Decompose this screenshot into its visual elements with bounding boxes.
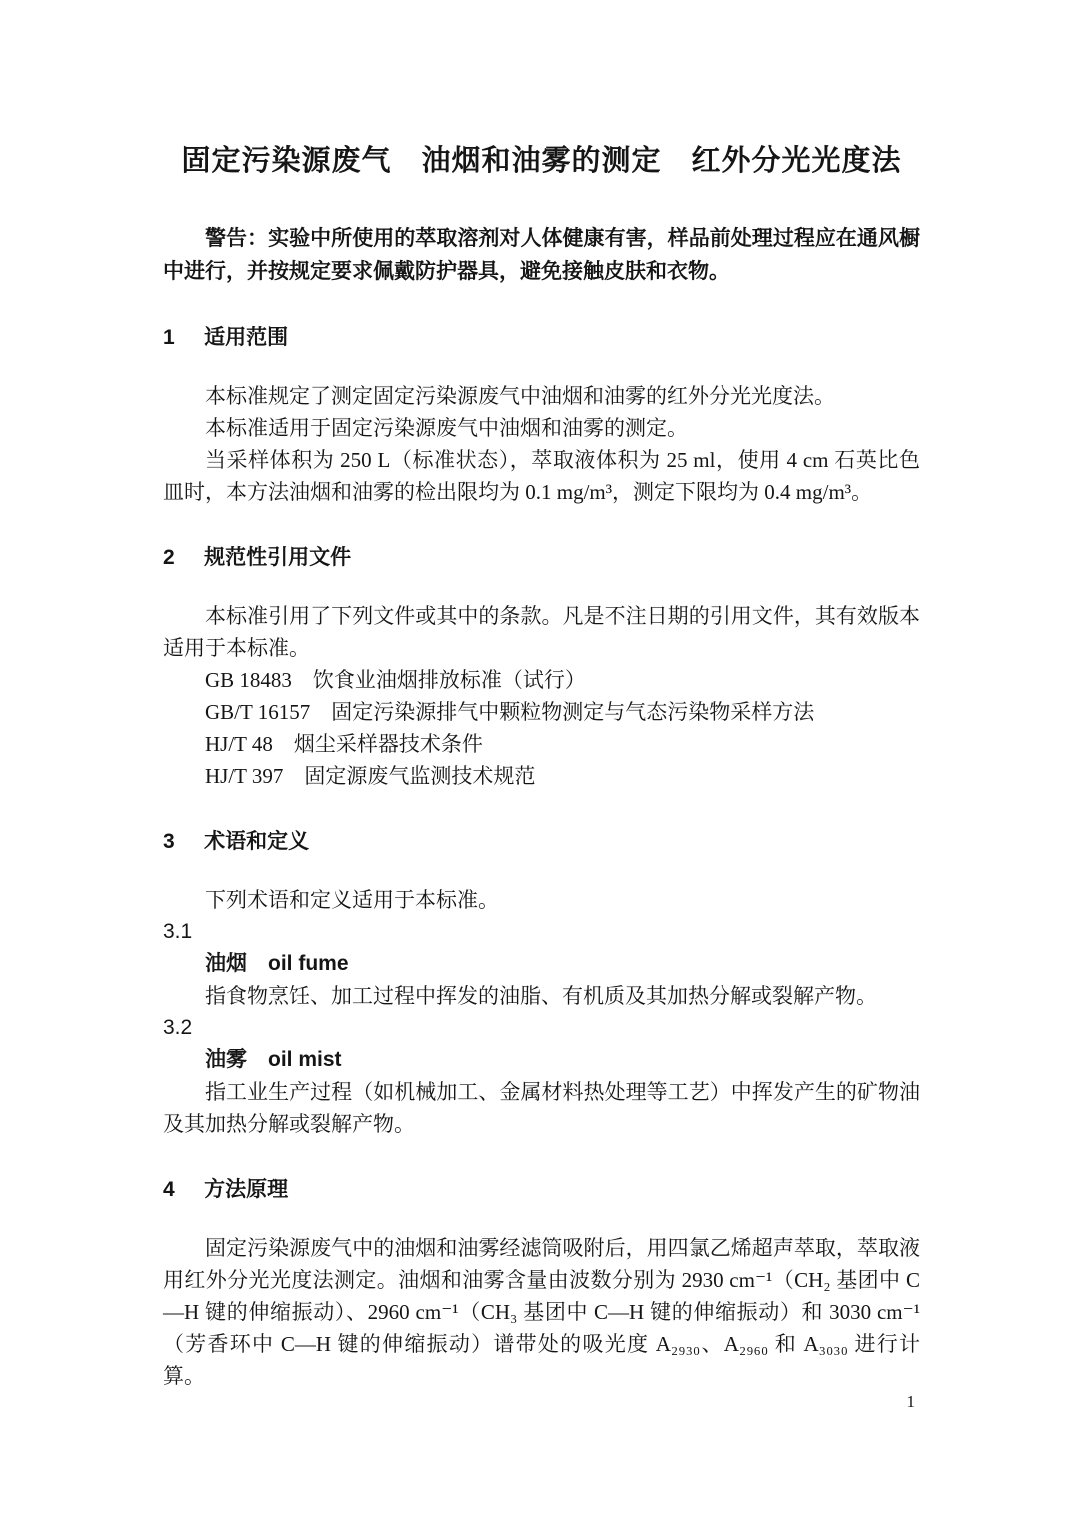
section-terms-definitions	[163, 826, 920, 1140]
term-number: 3.2	[163, 1016, 193, 1039]
section-4-heading	[163, 1174, 920, 1206]
section-4-title: 方法原理	[204, 1178, 289, 1201]
section-1-title: 适用范围	[204, 326, 289, 349]
paragraph: 本标准规定了测定固定污染源废气中油烟和油雾的红外分光光度法。	[205, 384, 835, 408]
term-definition: 指食物烹饪、加工过程中挥发的油脂、有机质及其加热分解或裂解产物。	[205, 984, 877, 1008]
section-2-number: 2	[163, 546, 175, 569]
reference-item: HJ/T 397 固定源废气监测技术规范	[205, 764, 536, 788]
section-normative-references	[163, 542, 920, 792]
section-2-heading	[163, 542, 920, 574]
section-4-number: 4	[163, 1178, 175, 1201]
section-1-number: 1	[163, 326, 175, 349]
paragraph: 当采样体积为 250 L（标准状态），萃取液体积为 25 ml，使用 4 cm 石英比色皿时，本方法油烟和油雾的检出限均为 0.1 mg/m³，测定下限均为 0.4 mg/m³。	[163, 448, 920, 504]
paragraph: 本标准引用了下列文件或其中的条款。凡是不注日期的引用文件，其有效版本适用于本标准。	[163, 604, 920, 660]
paragraph: 本标准适用于固定污染源废气中油烟和油雾的测定。	[205, 416, 688, 440]
term-definition: 指工业生产过程（如机械加工、金属材料热处理等工艺）中挥发产生的矿物油及其加热分解或裂解产物。	[163, 1080, 920, 1136]
reference-item: GB 18483 饮食业油烟排放标准（试行）	[205, 668, 586, 692]
section-scope	[163, 322, 920, 508]
section-method-principle	[163, 1174, 920, 1392]
page-number: 1	[906, 1392, 915, 1411]
term-name: 油烟 oil fume	[205, 952, 349, 975]
term-number: 3.1	[163, 920, 193, 943]
term-name: 油雾 oil mist	[205, 1048, 342, 1071]
section-3-number: 3	[163, 830, 175, 853]
reference-item: GB/T 16157 固定污染源排气中颗粒物测定与气态污染物采样方法	[205, 700, 815, 724]
section-3-title: 术语和定义	[204, 830, 310, 853]
warning-paragraph: 警告：实验中所使用的萃取溶剂对人体健康有害，样品前处理过程应在通风橱中进行，并按规定要求佩戴防护器具，避免接触皮肤和衣物。	[163, 227, 920, 283]
reference-item: HJ/T 48 烟尘采样器技术条件	[205, 732, 483, 756]
paragraph: 下列术语和定义适用于本标准。	[205, 888, 499, 912]
section-1-heading	[163, 322, 920, 354]
section-2-title: 规范性引用文件	[204, 546, 352, 569]
paragraph: 固定污染源废气中的油烟和油雾经滤筒吸附后，用四氯乙烯超声萃取，萃取液用红外分光光度法测定。油烟和油雾含量由波数分别为 2930 cm⁻¹（CH₂ 基团中 C—H 键的伸缩振动）、2960 cm⁻¹（CH₃ 基团中 C—H 键的伸缩振动）和 3030 cm⁻¹（芳香环中 C—H 键的伸缩振动）谱带处的吸光度 A₂₉₃₀、A₂₉₆₀ 和 A₃₀₃₀ 进行计算。	[163, 1236, 920, 1388]
page-title: 固定污染源废气 油烟和油雾的测定 红外分光光度法	[181, 145, 902, 177]
section-3-heading	[163, 826, 920, 858]
